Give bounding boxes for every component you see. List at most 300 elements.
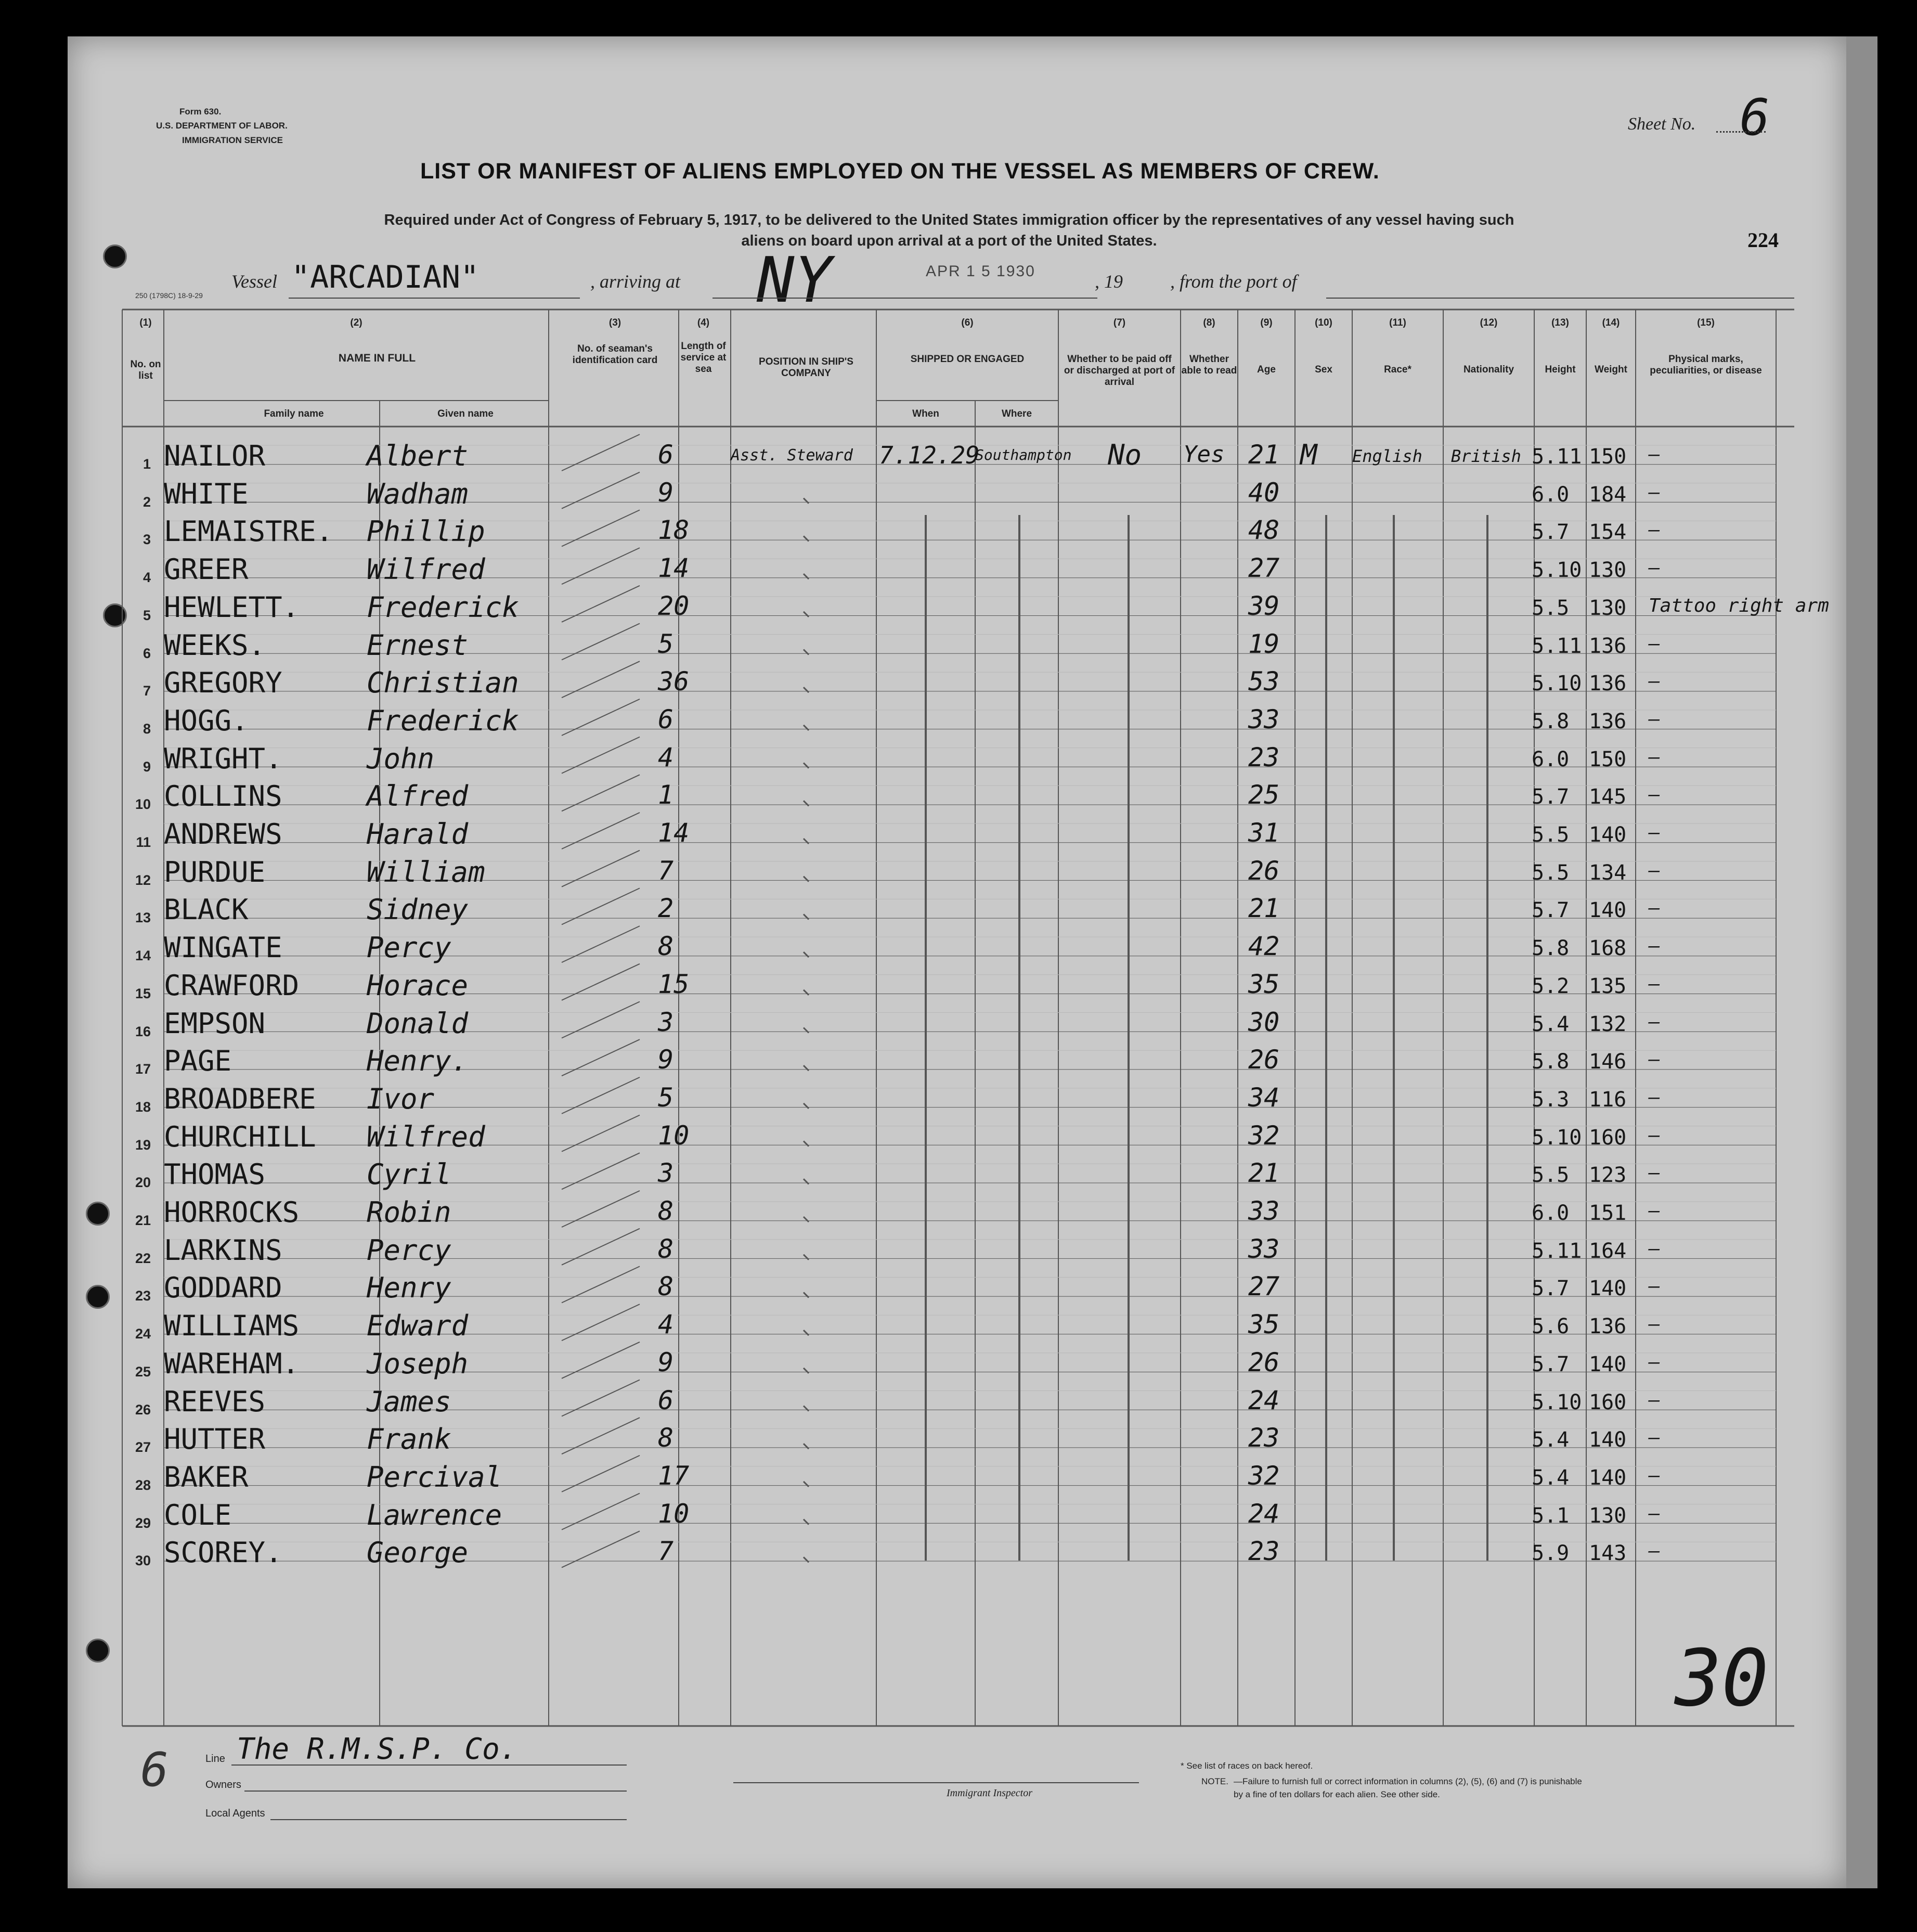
form-number: Form 630.	[179, 107, 222, 117]
age: 27	[1248, 553, 1280, 584]
given-name: Percy	[367, 931, 451, 964]
physical-marks: —	[1649, 1427, 1660, 1449]
family-name: WAREHAM.	[164, 1347, 300, 1380]
physical-marks: —	[1649, 897, 1660, 919]
weight: 140	[1589, 823, 1627, 847]
age: 23	[1248, 742, 1280, 772]
col4-header: Length of service at sea	[680, 341, 727, 375]
service-length: 8	[658, 1233, 674, 1264]
position-value: Asst. Steward	[731, 446, 853, 465]
row-number: 8	[143, 720, 151, 737]
family-name: SCOREY.	[164, 1536, 282, 1569]
height: 5.5	[1532, 596, 1570, 620]
id-card-slash	[562, 888, 640, 924]
weight: 140	[1589, 898, 1627, 923]
line-underline	[231, 1764, 627, 1766]
id-card-slash	[562, 851, 640, 887]
age: 32	[1248, 1460, 1280, 1491]
from-port-label: , from the port of	[1170, 271, 1297, 292]
position-ditto-mark	[804, 1255, 809, 1260]
age: 26	[1248, 855, 1280, 886]
id-card-slash	[562, 1039, 640, 1076]
position-ditto-mark	[804, 1217, 809, 1222]
physical-marks: —	[1649, 1086, 1660, 1108]
row-number: 26	[135, 1401, 151, 1418]
id-card-slash	[562, 548, 640, 584]
family-name: CHURCHILL	[164, 1120, 316, 1153]
inspector-label: Immigrant Inspector	[947, 1787, 1032, 1799]
total-count: 30	[1675, 1633, 1769, 1724]
service-length: 6	[658, 704, 674, 735]
able-to-read-value: Yes	[1183, 441, 1225, 468]
col13-number: (13)	[1551, 317, 1569, 328]
id-card-slash	[562, 1380, 640, 1416]
physical-marks: —	[1649, 1389, 1660, 1411]
given-name: Frederick	[367, 704, 519, 737]
owners-underline	[244, 1791, 627, 1792]
physical-marks: —	[1649, 1200, 1660, 1221]
service-length: 10	[658, 1120, 690, 1151]
height: 5.7	[1532, 898, 1570, 923]
race-value: English	[1352, 446, 1422, 466]
age: 48	[1248, 515, 1280, 546]
age: 34	[1248, 1082, 1280, 1113]
given-name: Cyril	[367, 1158, 451, 1191]
height: 5.11	[1532, 634, 1582, 658]
age: 26	[1248, 1045, 1280, 1075]
given-name: Henry.	[367, 1045, 469, 1078]
weight: 130	[1589, 596, 1627, 620]
family-name: WHITE	[164, 477, 249, 510]
given-name: Percy	[367, 1233, 451, 1267]
col3-number: (3)	[608, 317, 621, 328]
family-name: PURDUE	[164, 855, 266, 888]
given-name: Wilfred	[367, 553, 485, 586]
id-card-slash	[562, 1456, 640, 1492]
col14-number: (14)	[1602, 317, 1620, 328]
physical-marks: —	[1649, 1313, 1660, 1335]
row-number: 17	[135, 1061, 151, 1077]
physical-marks: —	[1649, 671, 1660, 692]
col15-header: Physical marks, peculiarities, or disease	[1650, 354, 1762, 376]
physical-marks: —	[1649, 1276, 1660, 1297]
family-name: REEVES	[164, 1385, 266, 1418]
physical-marks: —	[1649, 481, 1660, 503]
given-name: Wadham	[367, 477, 469, 510]
position-ditto-mark	[804, 1368, 809, 1373]
sheet-number: 6	[1740, 88, 1770, 147]
row-number: 27	[135, 1439, 151, 1456]
row-number: 18	[135, 1099, 151, 1115]
position-ditto-mark	[804, 839, 809, 844]
shipped-when-value: 7.12.29	[879, 441, 980, 469]
physical-marks: —	[1649, 1464, 1660, 1486]
service-length: 7	[658, 855, 674, 886]
given-name: Lawrence	[367, 1498, 502, 1531]
given-name: William	[367, 855, 485, 888]
col7-number: (7)	[1113, 317, 1126, 328]
given-name: Horace	[367, 969, 469, 1002]
weight: 150	[1589, 747, 1627, 771]
row-number: 29	[135, 1515, 151, 1531]
id-card-slash	[562, 1229, 640, 1265]
weight: 140	[1589, 1465, 1627, 1490]
service-length: 4	[658, 1309, 674, 1340]
family-name: COLE	[164, 1498, 232, 1531]
col10-header: Sex	[1315, 364, 1332, 375]
service-length: 4	[658, 742, 674, 772]
id-card-slash	[562, 1304, 640, 1341]
col12-number: (12)	[1480, 317, 1498, 328]
position-ditto-mark	[804, 1444, 809, 1449]
id-card-slash	[562, 775, 640, 811]
age: 24	[1248, 1385, 1280, 1415]
height: 5.4	[1532, 1012, 1570, 1036]
col14-header: Weight	[1595, 364, 1627, 375]
age: 39	[1248, 590, 1280, 621]
given-name: Henry	[367, 1271, 451, 1305]
nationality-value: British	[1451, 446, 1521, 466]
id-card-slash	[562, 1531, 640, 1567]
height: 5.10	[1532, 1125, 1582, 1150]
row-number: 13	[135, 910, 151, 926]
service-length: 9	[658, 477, 674, 508]
position-ditto-mark	[804, 1065, 809, 1071]
height: 5.8	[1532, 1050, 1570, 1074]
margin-mark: 6	[140, 1743, 169, 1797]
position-ditto-mark	[804, 877, 809, 882]
service-length: 5	[658, 628, 674, 659]
family-name: GODDARD	[164, 1271, 282, 1305]
row-number: 9	[143, 758, 151, 775]
service-length: 17	[658, 1460, 690, 1491]
page-title: LIST OR MANIFEST OF ALIENS EMPLOYED ON THE VESSEL AS MEMBERS OF CREW.	[420, 159, 1380, 184]
age: 30	[1248, 1007, 1280, 1037]
id-card-slash	[562, 510, 640, 546]
weight: 140	[1589, 1428, 1627, 1452]
col8-header: Whether able to read	[1181, 354, 1237, 376]
row-number: 7	[143, 683, 151, 699]
col12-header: Nationality	[1463, 364, 1514, 375]
position-ditto-mark	[804, 1292, 809, 1297]
col8-number: (8)	[1203, 317, 1215, 328]
height: 5.11	[1532, 1239, 1582, 1263]
position-ditto-mark	[804, 650, 809, 655]
family-name: PAGE	[164, 1045, 232, 1078]
col9-number: (9)	[1260, 317, 1273, 328]
age: 27	[1248, 1271, 1280, 1302]
height: 5.6	[1532, 1315, 1570, 1339]
position-ditto-mark	[804, 1179, 809, 1184]
weight: 143	[1589, 1541, 1627, 1566]
physical-marks: —	[1649, 557, 1660, 579]
family-name: WEEKS.	[164, 628, 266, 662]
col15-number: (15)	[1697, 317, 1715, 328]
service-length: 8	[658, 1423, 674, 1453]
given-name: James	[367, 1385, 451, 1418]
row-number: 4	[143, 570, 151, 586]
service-length: 2	[658, 893, 674, 924]
service-length: 5	[658, 1082, 674, 1113]
given-name: Ivor	[367, 1082, 435, 1115]
id-card-slash	[562, 1115, 640, 1152]
weight: 145	[1589, 785, 1627, 809]
col4-number: (4)	[697, 317, 710, 328]
given-name: John	[367, 742, 435, 775]
row-number: 1	[143, 456, 151, 472]
height: 5.5	[1532, 1163, 1570, 1188]
service-length: 15	[658, 969, 690, 999]
service-length: 3	[658, 1158, 674, 1189]
height: 5.1	[1532, 1503, 1570, 1528]
weight: 132	[1589, 1012, 1627, 1036]
given-name: Sidney	[367, 893, 469, 926]
given-name: Robin	[367, 1196, 451, 1229]
height: 5.4	[1532, 1465, 1570, 1490]
height: 5.7	[1532, 520, 1570, 545]
family-name: GREGORY	[164, 666, 282, 700]
sex-value: M	[1300, 439, 1317, 471]
shipped-when-header: When	[912, 408, 939, 419]
weight: 154	[1589, 520, 1627, 545]
given-name: Donald	[367, 1007, 469, 1040]
col11-header: Race*	[1384, 364, 1411, 375]
given-name: Albert	[367, 440, 469, 472]
given-name: Edward	[367, 1309, 469, 1343]
physical-marks: —	[1649, 746, 1660, 768]
given-name: Ernest	[367, 628, 469, 662]
row-number: 25	[135, 1363, 151, 1380]
age: 33	[1248, 1233, 1280, 1264]
row-number: 15	[135, 985, 151, 1001]
print-code: 250 (1798C) 18-9-29	[135, 291, 203, 300]
row-number: 22	[135, 1250, 151, 1266]
position-ditto-mark	[804, 1103, 809, 1109]
service-length: 6	[658, 440, 674, 470]
given-name-header: Given name	[437, 408, 494, 419]
id-card-slash	[562, 1191, 640, 1227]
row-number: 2	[143, 494, 151, 510]
service-length: 9	[658, 1045, 674, 1075]
given-name: George	[367, 1536, 469, 1569]
service-length: 20	[658, 590, 690, 621]
age: 23	[1248, 1536, 1280, 1567]
vessel-label: Vessel	[231, 271, 277, 292]
physical-marks: —	[1649, 1238, 1660, 1259]
physical-marks: —	[1649, 822, 1660, 843]
race-note: * See list of races on back hereof.	[1181, 1761, 1313, 1771]
position-ditto-mark	[804, 1330, 809, 1335]
height: 6.0	[1532, 747, 1570, 771]
age: 21	[1248, 440, 1280, 470]
height: 5.9	[1532, 1541, 1570, 1566]
given-name: Harald	[367, 818, 469, 851]
family-name: BROADBERE	[164, 1082, 316, 1115]
col2-header: NAME IN FULL	[338, 352, 416, 364]
physical-marks: —	[1649, 973, 1660, 995]
col6-header: SHIPPED OR ENGAGED	[910, 354, 1025, 365]
weight: 140	[1589, 1352, 1627, 1376]
position-ditto-mark	[804, 763, 809, 768]
height: 5.2	[1532, 974, 1570, 998]
vessel-name: "ARCADIAN"	[291, 259, 480, 295]
weight: 151	[1589, 1201, 1627, 1225]
family-name: HUTTER	[164, 1423, 266, 1456]
arriving-port: NY	[757, 244, 832, 317]
given-name: Joseph	[367, 1347, 469, 1380]
shipped-where-header: Where	[1001, 408, 1032, 419]
age: 42	[1248, 931, 1280, 962]
service-length: 9	[658, 1347, 674, 1377]
row-number: 20	[135, 1175, 151, 1191]
family-name: BLACK	[164, 893, 249, 926]
col11-number: (11)	[1389, 317, 1406, 328]
height: 5.10	[1532, 672, 1582, 696]
physical-marks: Tattoo right arm	[1649, 595, 1829, 616]
weight: 116	[1589, 1087, 1627, 1112]
position-ditto-mark	[804, 687, 809, 692]
row-number: 3	[143, 532, 151, 548]
physical-marks: —	[1649, 784, 1660, 806]
id-card-slash	[562, 699, 640, 736]
weight: 160	[1589, 1125, 1627, 1150]
family-name-header: Family name	[264, 408, 324, 419]
arriving-label: , arriving at	[590, 271, 681, 292]
id-card-slash	[562, 926, 640, 962]
family-name: THOMAS	[164, 1158, 266, 1191]
family-name: EMPSON	[164, 1007, 266, 1040]
note-label: NOTE.	[1201, 1776, 1228, 1786]
service-length: 7	[658, 1536, 674, 1567]
col3-header: No. of seaman's identification card	[572, 343, 658, 366]
weight: 136	[1589, 672, 1627, 696]
id-card-slash	[562, 1002, 640, 1038]
height: 6.0	[1532, 1201, 1570, 1225]
physical-marks: —	[1649, 1124, 1660, 1146]
id-card-slash	[562, 1266, 640, 1303]
family-name: HORROCKS	[164, 1196, 300, 1229]
weight: 136	[1589, 1315, 1627, 1339]
physical-marks: —	[1649, 519, 1660, 541]
position-ditto-mark	[804, 612, 809, 617]
family-name: LARKINS	[164, 1233, 282, 1267]
given-name: Alfred	[367, 780, 469, 813]
weight: 164	[1589, 1239, 1627, 1263]
weight: 168	[1589, 936, 1627, 961]
given-name: Wilfred	[367, 1120, 485, 1153]
age: 40	[1248, 477, 1280, 508]
age: 32	[1248, 1120, 1280, 1151]
position-ditto-mark	[804, 1519, 809, 1525]
given-name: Frederick	[367, 590, 519, 624]
position-ditto-mark	[804, 574, 809, 579]
row-number: 16	[135, 1023, 151, 1039]
given-name: Percival	[367, 1460, 502, 1493]
weight: 134	[1589, 860, 1627, 885]
col7-header: Whether to be paid off or discharged at port of arrival	[1064, 354, 1175, 388]
page-number: 224	[1747, 228, 1779, 252]
col13-header: Height	[1545, 364, 1576, 375]
owners-label: Owners	[205, 1779, 241, 1791]
row-number: 24	[135, 1326, 151, 1342]
row-number: 14	[135, 948, 151, 964]
weight: 136	[1589, 709, 1627, 733]
age: 19	[1248, 628, 1280, 659]
age: 31	[1248, 818, 1280, 848]
height: 5.8	[1532, 709, 1570, 733]
physical-marks: —	[1649, 935, 1660, 957]
col1-number: (1)	[139, 317, 152, 328]
age: 35	[1248, 969, 1280, 999]
given-name: Frank	[367, 1423, 451, 1456]
col6-number: (6)	[961, 317, 974, 328]
position-ditto-mark	[804, 1028, 809, 1033]
service-length: 14	[658, 553, 690, 584]
weight: 123	[1589, 1163, 1627, 1188]
family-name: COLLINS	[164, 780, 282, 813]
height: 5.11	[1532, 445, 1582, 469]
position-ditto-mark	[804, 801, 809, 806]
family-name: ANDREWS	[164, 818, 282, 851]
id-card-slash	[562, 472, 640, 509]
service-length: 3	[658, 1007, 674, 1037]
line-value: The R.M.S.P. Co.	[237, 1732, 517, 1766]
weight: 146	[1589, 1050, 1627, 1074]
agents-underline	[270, 1819, 627, 1820]
physical-marks: —	[1649, 859, 1660, 881]
position-ditto-mark	[804, 914, 809, 919]
family-name: LEMAISTRE.	[164, 515, 333, 548]
physical-marks: —	[1649, 708, 1660, 730]
physical-marks: —	[1649, 1011, 1660, 1033]
date-stamp: APR 1 5 1930	[926, 263, 1035, 280]
height: 5.7	[1532, 785, 1570, 809]
age: 21	[1248, 1158, 1280, 1189]
age: 33	[1248, 1196, 1280, 1226]
id-card-slash	[562, 434, 640, 471]
service-length: 14	[658, 818, 690, 848]
physical-marks: —	[1649, 1540, 1660, 1562]
weight: 130	[1589, 558, 1627, 583]
physical-marks: —	[1649, 1162, 1660, 1184]
service-length: 18	[658, 515, 690, 546]
col5-header: POSITION IN SHIP'S COMPANY	[759, 356, 853, 379]
note-text-2: by a fine of ten dollars for each alien. See other side.	[1234, 1789, 1440, 1799]
family-name: GREER	[164, 553, 249, 586]
weight: 150	[1589, 445, 1627, 469]
position-ditto-mark	[804, 536, 809, 541]
service-label: IMMIGRATION SERVICE	[182, 135, 283, 145]
physical-marks: —	[1649, 1049, 1660, 1071]
family-name: BAKER	[164, 1460, 249, 1493]
requirement-line-2: aliens on board upon arrival at a port of the United States.	[741, 233, 1157, 249]
service-length: 10	[658, 1498, 690, 1529]
position-ditto-mark	[804, 990, 809, 995]
physical-marks: —	[1649, 1351, 1660, 1373]
weight: 136	[1589, 634, 1627, 658]
position-ditto-mark	[804, 498, 809, 504]
id-card-slash	[562, 1342, 640, 1379]
height: 5.5	[1532, 860, 1570, 885]
position-ditto-mark	[804, 1141, 809, 1147]
weight: 135	[1589, 974, 1627, 998]
paid-off-value: No	[1108, 439, 1142, 471]
sheet-label: Sheet No.	[1628, 114, 1696, 134]
id-card-slash	[562, 813, 640, 849]
family-name: CRAWFORD	[164, 969, 300, 1002]
id-card-slash	[562, 624, 640, 660]
id-card-slash	[562, 1153, 640, 1189]
